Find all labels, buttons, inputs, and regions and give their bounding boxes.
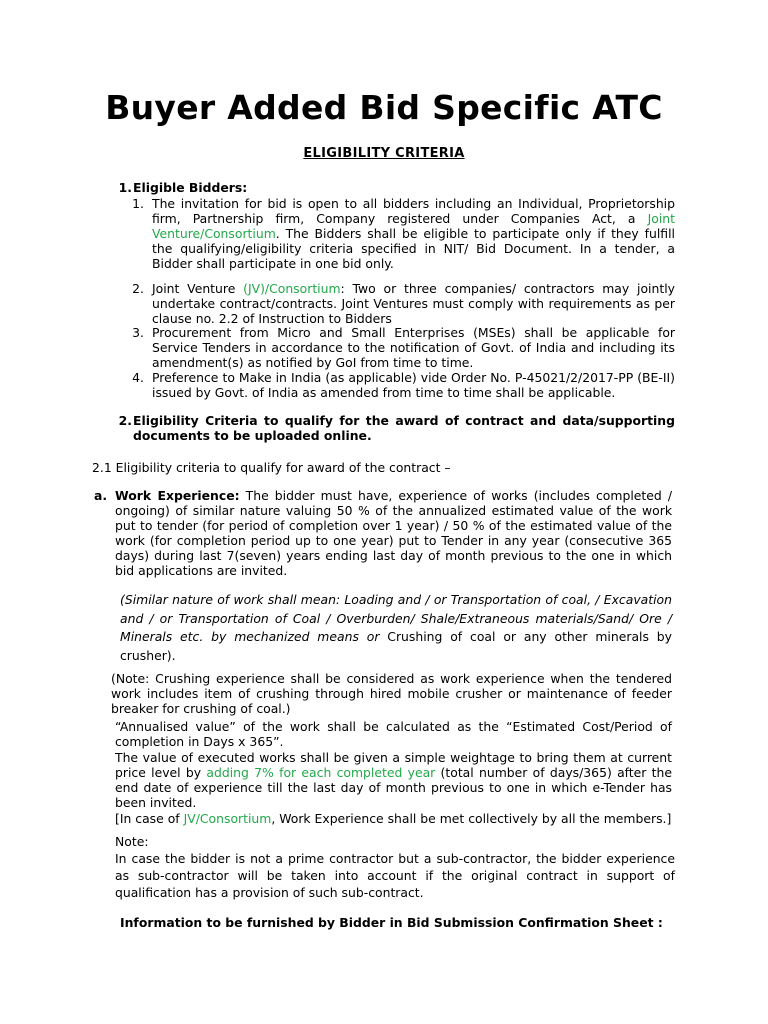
item4-text: Preference to Make in India (as applicable) vide Order No. P-45021/2/2017-PP (BE-II) issued by Govt. of India as amended from time to time shall be applicable.: [152, 370, 675, 400]
item3-text: Procurement from Micro and Small Enterprises (MSEs) shall be applicable for Service Tenders in accordance to the notification of Govt. of India and including its amendment(s) as notified by GoI from time to time.: [152, 325, 675, 370]
work-experience-text: Work Experience: The bidder must have, experience of works (includes completed / ongoing) of similar nature valuing 50 % of the annualized estimated value of the work put to tender (for period of completion over 1 year) / 50 % of the estimated value of the work (for completion period up to one year) put to Tender in any year (consecutive 365 days) during last 7(seven) years ending last day of month previous to the one in which bid applications are invited.: [115, 488, 673, 578]
item1-number: 1.: [132, 196, 144, 211]
item1-text: The invitation for bid is open to all bidders including an Individual, Proprietorship firm, Partnership firm, Company registered under Companies Act, a Joint Venture/Consortium. The Bidders shall be eligible to participate only if they fulfill the qualifying/eligibility criteria specified in NIT/ Bid Document. In a tender, a Bidder shall participate in one bid only.: [152, 196, 675, 271]
similar-nature-text: (Similar nature of work shall mean: Loading and / or Transportation of coal, / Excavation and / or Transportation of Coal / Overburden/ Shale/Extraneous materials/Sand/ Ore / Minerals etc. by mechanized means or Crushing of coal or any other minerals by crusher).: [120, 592, 672, 663]
info-heading: Information to be furnished by Bidder in Bid Submission Confirmation Sheet :: [120, 915, 663, 930]
item2-text: Joint Venture (JV)/Consortium: Two or three companies/ contractors may jointly undertake contract/contracts. Joint Ventures must comply with requirements as per clause no. 2.2 of Instruction to Bidders: [152, 281, 675, 326]
section21-heading: 2.1 Eligibility criteria to qualify for award of the contract –: [92, 460, 451, 475]
work-experience-label: Work Experience:: [115, 488, 240, 503]
section1-heading: Eligible Bidders:: [133, 180, 248, 195]
executed-value-text: The value of executed works shall be given a simple weightage to bring them at current price level by adding 7% for each completed year (total number of days/365) after the end date of experience till the last day of month previous to one in which e-Tender has been invited.: [115, 750, 673, 810]
adding-7-percent-link: adding 7% for each completed year: [206, 765, 436, 780]
section1-number: 1.: [118, 180, 132, 195]
joint-venture-link: Joint Venture/Consortium: [152, 211, 675, 241]
subcontract-note: In case the bidder is not a prime contractor but a sub-contractor, the bidder experience as sub-contractor will be taken into account if the original contract in support of qualification has a provision of such sub-contract.: [115, 851, 675, 900]
note-label: Note:: [115, 834, 149, 849]
work-experience-letter: a.: [94, 488, 108, 503]
page-title: Buyer Added Bid Specific ATC: [105, 88, 663, 127]
annualised-value-text: “Annualised value” of the work shall be calculated as the “Estimated Cost/Period of completion in Days x 365”.: [115, 719, 672, 749]
jv-consortium-link: (JV)/Consortium: [243, 281, 341, 296]
item4-number: 4.: [132, 370, 144, 385]
item2-number: 2.: [132, 281, 144, 296]
item3-number: 3.: [132, 325, 144, 340]
jv-case-text: [In case of JV/Consortium, Work Experience shall be met collectively by all the members.]: [115, 811, 672, 826]
jv-consortium-link-2: JV/Consortium: [183, 811, 272, 826]
section2-number: 2.: [118, 413, 132, 428]
section2-heading: Eligibility Criteria to qualify for the award of contract and data/supporting documents to be uploaded online.: [133, 413, 675, 443]
section-subtitle: ELIGIBILITY CRITERIA: [303, 146, 465, 161]
crushing-note: (Note: Crushing experience shall be considered as work experience when the tendered work includes item of crushing through hired mobile crusher or maintenance of feeder breaker for crushing of coal.): [111, 671, 672, 716]
